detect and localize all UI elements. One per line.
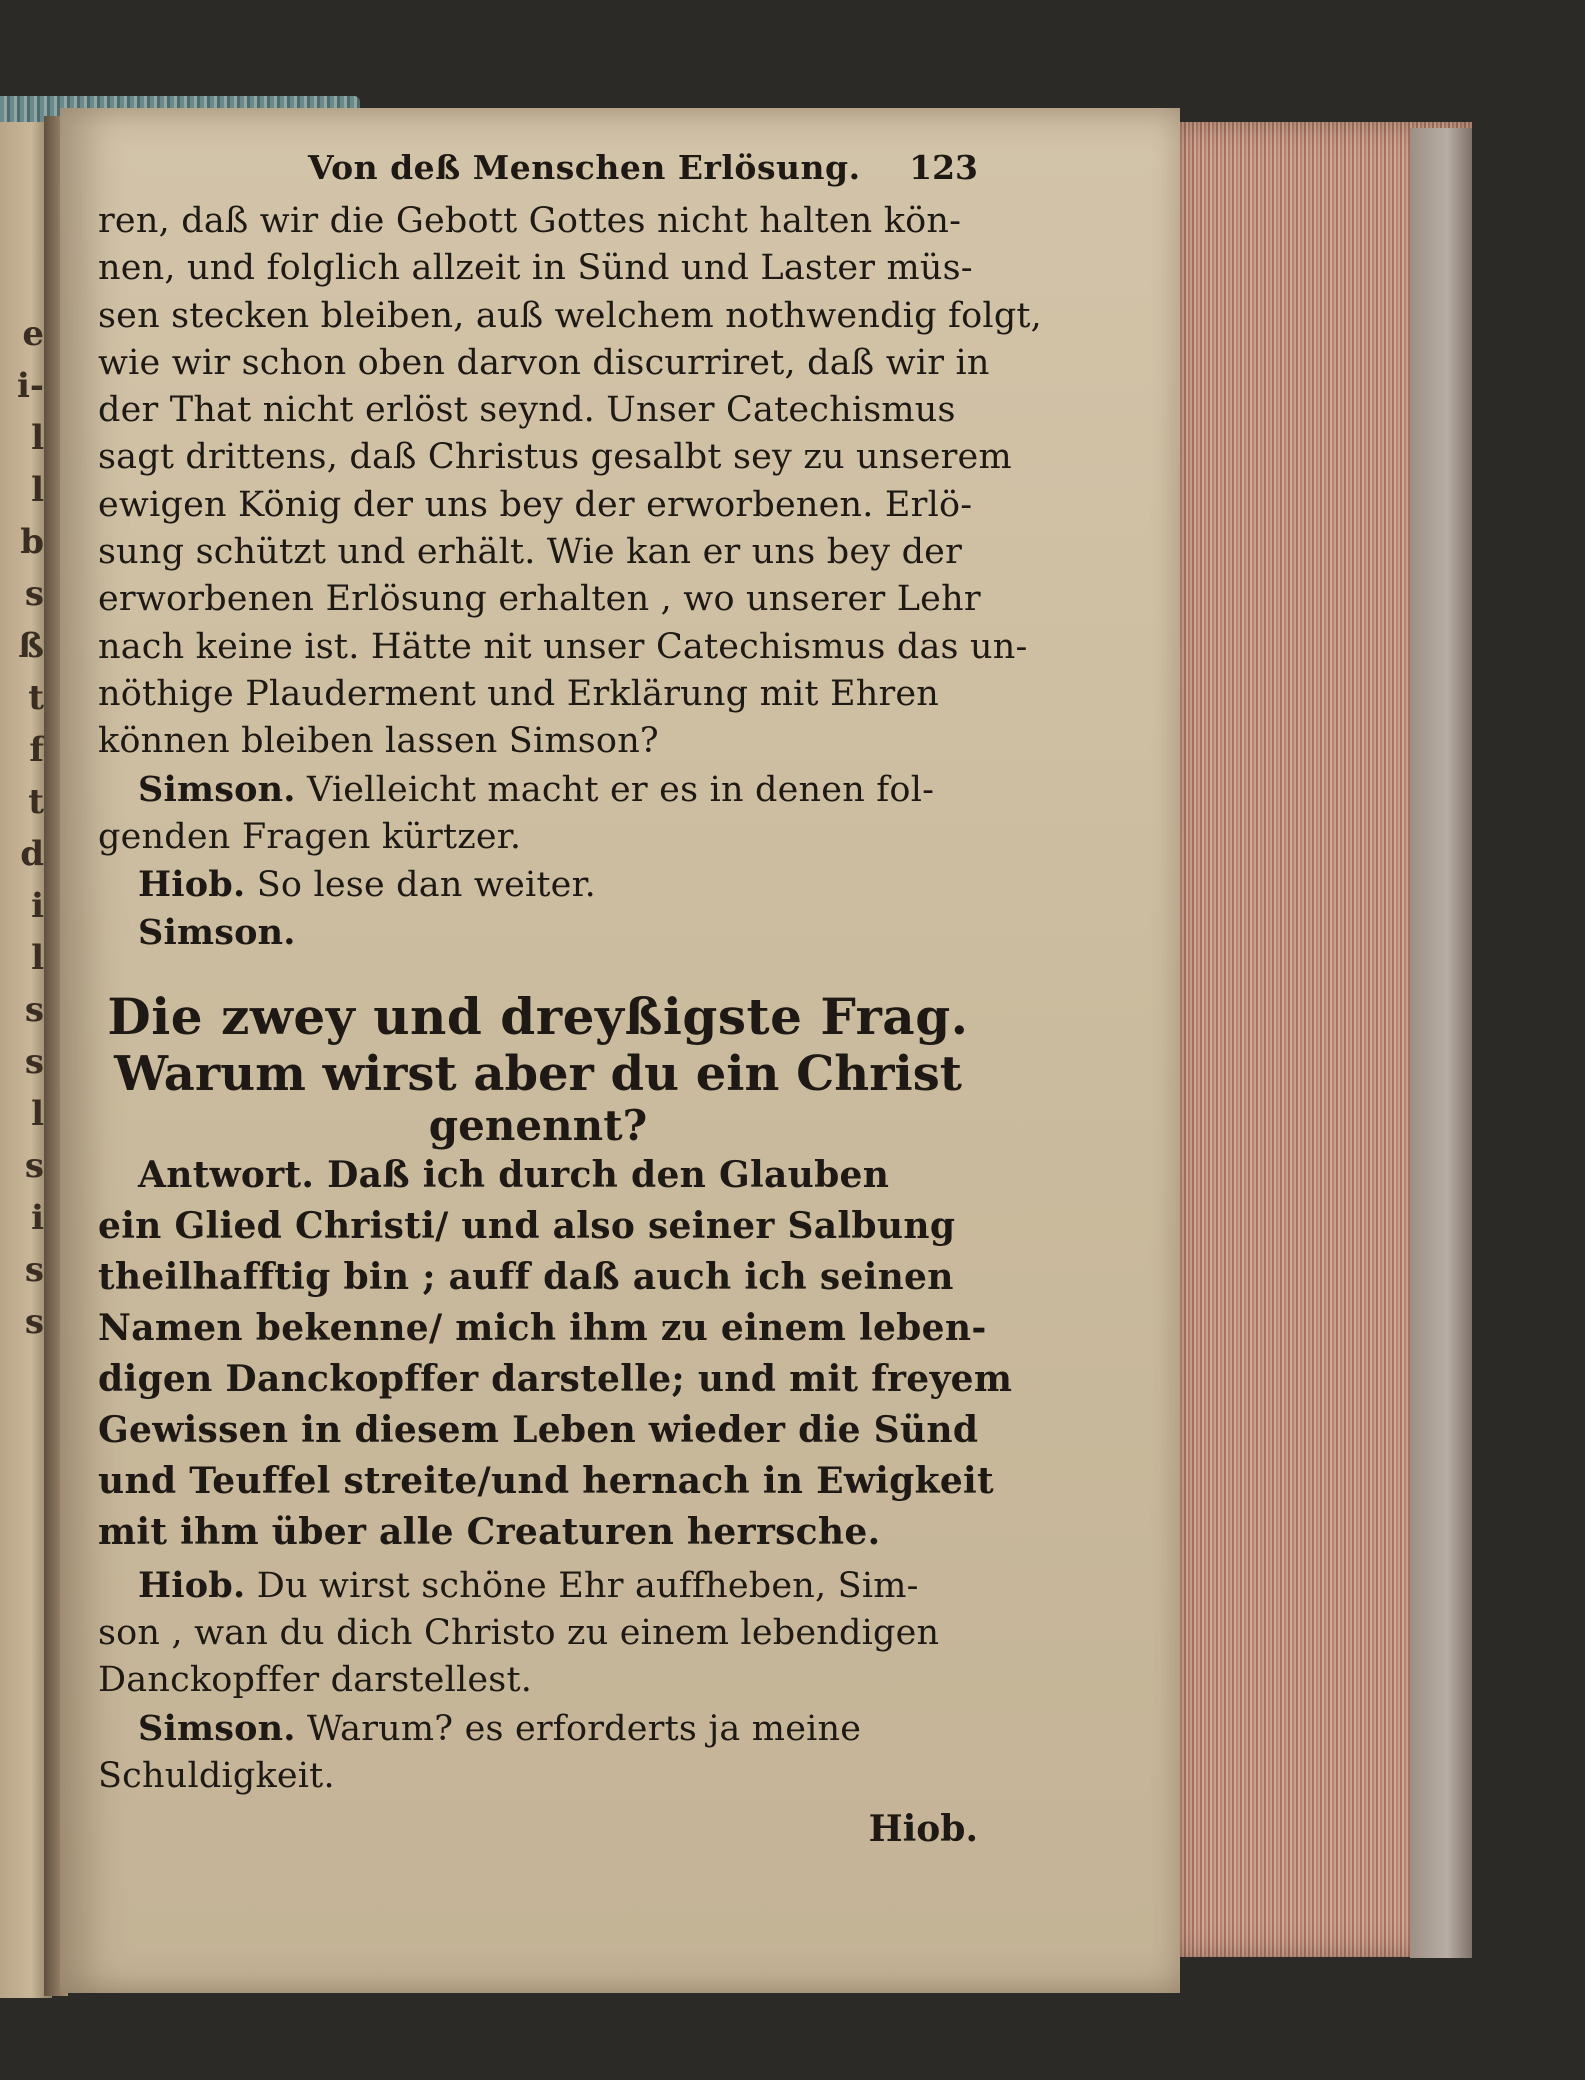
body-line: nach keine ist. Hätte nit unser Catechismus das un- xyxy=(98,626,1028,667)
dialog-line xyxy=(98,1705,978,1753)
left-margin-glyphs xyxy=(4,308,44,1348)
answer-line: und Teuffel streite/und hernach in Ewigkeit xyxy=(98,1459,994,1502)
dialog-line xyxy=(98,814,978,861)
page-header xyxy=(98,148,978,198)
speaker-name: Hiob. xyxy=(138,864,246,906)
page-text xyxy=(98,148,1043,1851)
dialog-line xyxy=(98,861,978,909)
body-line: erworbenen Erlösung erhalten , wo unserer Lehr xyxy=(98,579,981,620)
answer-line: Antwort. Daß ich durch den Glauben xyxy=(138,1153,890,1196)
body-line: wie wir schon oben darvon discurriret, daß wir in xyxy=(98,342,990,383)
question-title: Die zwey und dreyßigste Frag. xyxy=(107,986,969,1046)
body-line: sung schützt und erhält. Wie kan er uns bey der xyxy=(98,532,963,573)
speaker-name: Simson. xyxy=(138,912,296,954)
body-line: nen, und folglich allzeit in Sünd und Laster müs- xyxy=(98,248,973,289)
left-margin-glyph: l xyxy=(31,418,44,458)
left-margin-glyph: i- xyxy=(16,366,44,406)
left-margin-glyph: s xyxy=(24,1302,44,1342)
answer-line: mit ihm über alle Creaturen herrsche. xyxy=(98,1510,881,1553)
body-line: sen stecken bleiben, auß welchem nothwendig folgt, xyxy=(98,295,1043,336)
question-subtitle-continued: genennt? xyxy=(428,1100,648,1150)
left-margin-glyph: i xyxy=(31,1198,44,1238)
body-line: der That nicht erlöst seynd. Unser Catechismus xyxy=(98,390,956,431)
body-line: ewigen König der uns bey der erworbenen. Erlö- xyxy=(98,484,973,525)
answer-line: digen Danckopffer darstelle; und mit freyem xyxy=(98,1357,1013,1400)
left-margin-glyph: s xyxy=(24,990,44,1030)
dialog-text: Du wirst schöne Ehr auffheben, Sim- xyxy=(245,1565,919,1606)
body-line: sagt drittens, daß Christus gesalbt sey zu unserem xyxy=(98,437,1012,478)
dialog-line xyxy=(98,909,978,957)
dialog-text: Vielleicht macht er es in denen fol- xyxy=(295,769,935,810)
left-margin-glyph: b xyxy=(20,522,44,562)
left-margin-glyph: s xyxy=(24,1250,44,1290)
dialog-text: Schuldigkeit. xyxy=(98,1755,335,1796)
left-margin-glyph: l xyxy=(31,938,44,978)
answer-line: Gewissen in diesem Leben wieder die Sünd xyxy=(98,1408,979,1451)
left-margin-glyph: t xyxy=(28,782,44,822)
left-margin-glyph: s xyxy=(24,574,44,614)
body-line: können bleiben lassen Simson? xyxy=(98,721,659,762)
speaker-name: Simson. xyxy=(138,1707,296,1749)
dialog-block-1 xyxy=(98,766,978,958)
answer-block xyxy=(98,1150,1013,1558)
speaker-name: Hiob. xyxy=(138,1564,246,1606)
left-margin-glyph: ß xyxy=(18,626,44,666)
dialog-line xyxy=(98,766,978,814)
dialog-line xyxy=(98,1657,978,1704)
page-number: 123 xyxy=(909,148,978,187)
left-margin-glyph: s xyxy=(24,1146,44,1186)
cover-edge xyxy=(1410,128,1472,1958)
left-margin-glyph: e xyxy=(22,314,44,354)
left-margin-glyph: f xyxy=(29,730,44,770)
left-margin-glyph: l xyxy=(31,470,44,510)
question-subtitle: Warum wirst aber du ein Christ xyxy=(114,1045,962,1102)
dialog-text: Warum? es erforderts ja meine xyxy=(295,1708,862,1749)
catchword: Hiob. xyxy=(868,1808,978,1851)
dialog-line xyxy=(98,1753,978,1800)
dialog-block-2 xyxy=(98,1562,978,1800)
dialog-text: genden Fragen kürtzer. xyxy=(98,816,522,857)
answer-line: theilhafftig bin ; auff daß auch ich seinen xyxy=(98,1255,954,1298)
dialog-text: son , wan du dich Christo zu einem lebendigen xyxy=(98,1613,940,1654)
answer-line: Namen bekenne/ mich ihm zu einem leben- xyxy=(98,1306,987,1349)
body-paragraph xyxy=(98,198,1043,766)
left-margin-glyph: i xyxy=(31,886,44,926)
dialog-text: Danckopffer darstellest. xyxy=(98,1660,533,1701)
speaker-name: Simson. xyxy=(138,768,296,810)
left-margin-glyph: t xyxy=(28,678,44,718)
body-line: nöthige Plauderment und Erklärung mit Ehren xyxy=(98,673,940,714)
running-head: Von deß Menschen Erlösung. xyxy=(308,148,861,187)
dialog-line xyxy=(98,1610,978,1657)
dialog-line xyxy=(98,1562,978,1610)
dialog-text: So lese dan weiter. xyxy=(245,865,596,906)
left-margin-glyph: s xyxy=(24,1042,44,1082)
answer-line: ein Glied Christi/ und also seiner Salbung xyxy=(98,1204,956,1247)
left-margin-glyph: d xyxy=(20,834,44,874)
left-margin-glyph: l xyxy=(31,1094,44,1134)
body-line: ren, daß wir die Gebott Gottes nicht halten kön- xyxy=(98,201,962,241)
